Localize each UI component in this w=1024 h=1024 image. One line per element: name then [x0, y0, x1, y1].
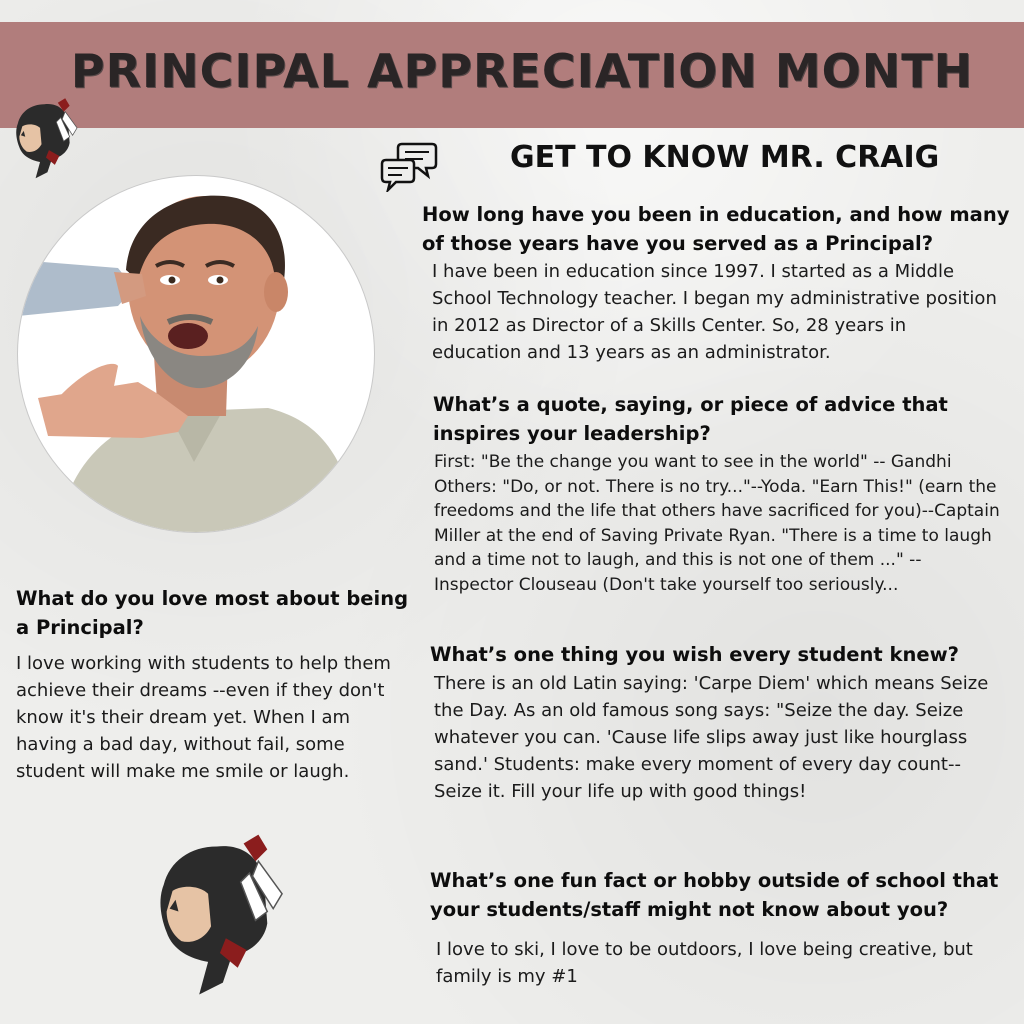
answer-3: I love working with students to help them achieve their dreams --even if they don't know it's their dream yet. When I am having a bad day, without fail, some student will make me smile or laugh.: [16, 653, 391, 782]
mascot-logo-small: [6, 98, 80, 180]
question-2: What’s a quote, saying, or piece of advice that inspires your leadership?: [433, 393, 948, 445]
question-3: What do you love most about being a Principal?: [16, 587, 409, 639]
speech-bubbles-icon: [380, 140, 438, 192]
question-4: What’s one thing you wish every student knew?: [430, 643, 959, 666]
page-title: PRINCIPAL APPRECIATION MONTH: [70, 44, 974, 98]
principal-photo: [18, 176, 374, 532]
title-banner: [0, 22, 1024, 128]
question-5: What’s one fun fact or hobby outside of school that your students/staff might not know about you?: [430, 869, 999, 921]
answer-2: First: "Be the change you want to see in the world" -- Gandhi Others: "Do, or not. There is no try..."--Yoda. "Earn This!" (earn the freedoms and the life that others have sacrificed for you)--Captain Miller at the end of Saving Private Ryan. "There is a time to laugh and a time not to laugh, and this is not one of them ..." -- Inspector Clouseau (Don't take yourself too seriously...: [434, 452, 1000, 595]
answer-5: I love to ski, I love to be outdoors, I love being creative, but family is my #1: [436, 939, 973, 987]
answer-4: There is an old Latin saying: 'Carpe Diem' which means Seize the Day. As an old famous song says: "Seize the day. Seize whatever you can. 'Cause life slips away just like hourglass sand.' Students: make every moment of every day count--Seize it. Fill your life up with good things!: [434, 673, 989, 802]
mascot-logo-large: [140, 832, 288, 1000]
question-1: How long have you been in education, and how many of those years have you served as a Principal?: [422, 203, 1010, 255]
subtitle: GET TO KNOW MR. CRAIG: [510, 140, 940, 175]
answer-1: I have been in education since 1997. I started as a Middle School Technology teacher. I began my administrative position in 2012 as Director of a Skills Center. So, 28 years in education and 13 years as an administrator.: [432, 261, 997, 363]
